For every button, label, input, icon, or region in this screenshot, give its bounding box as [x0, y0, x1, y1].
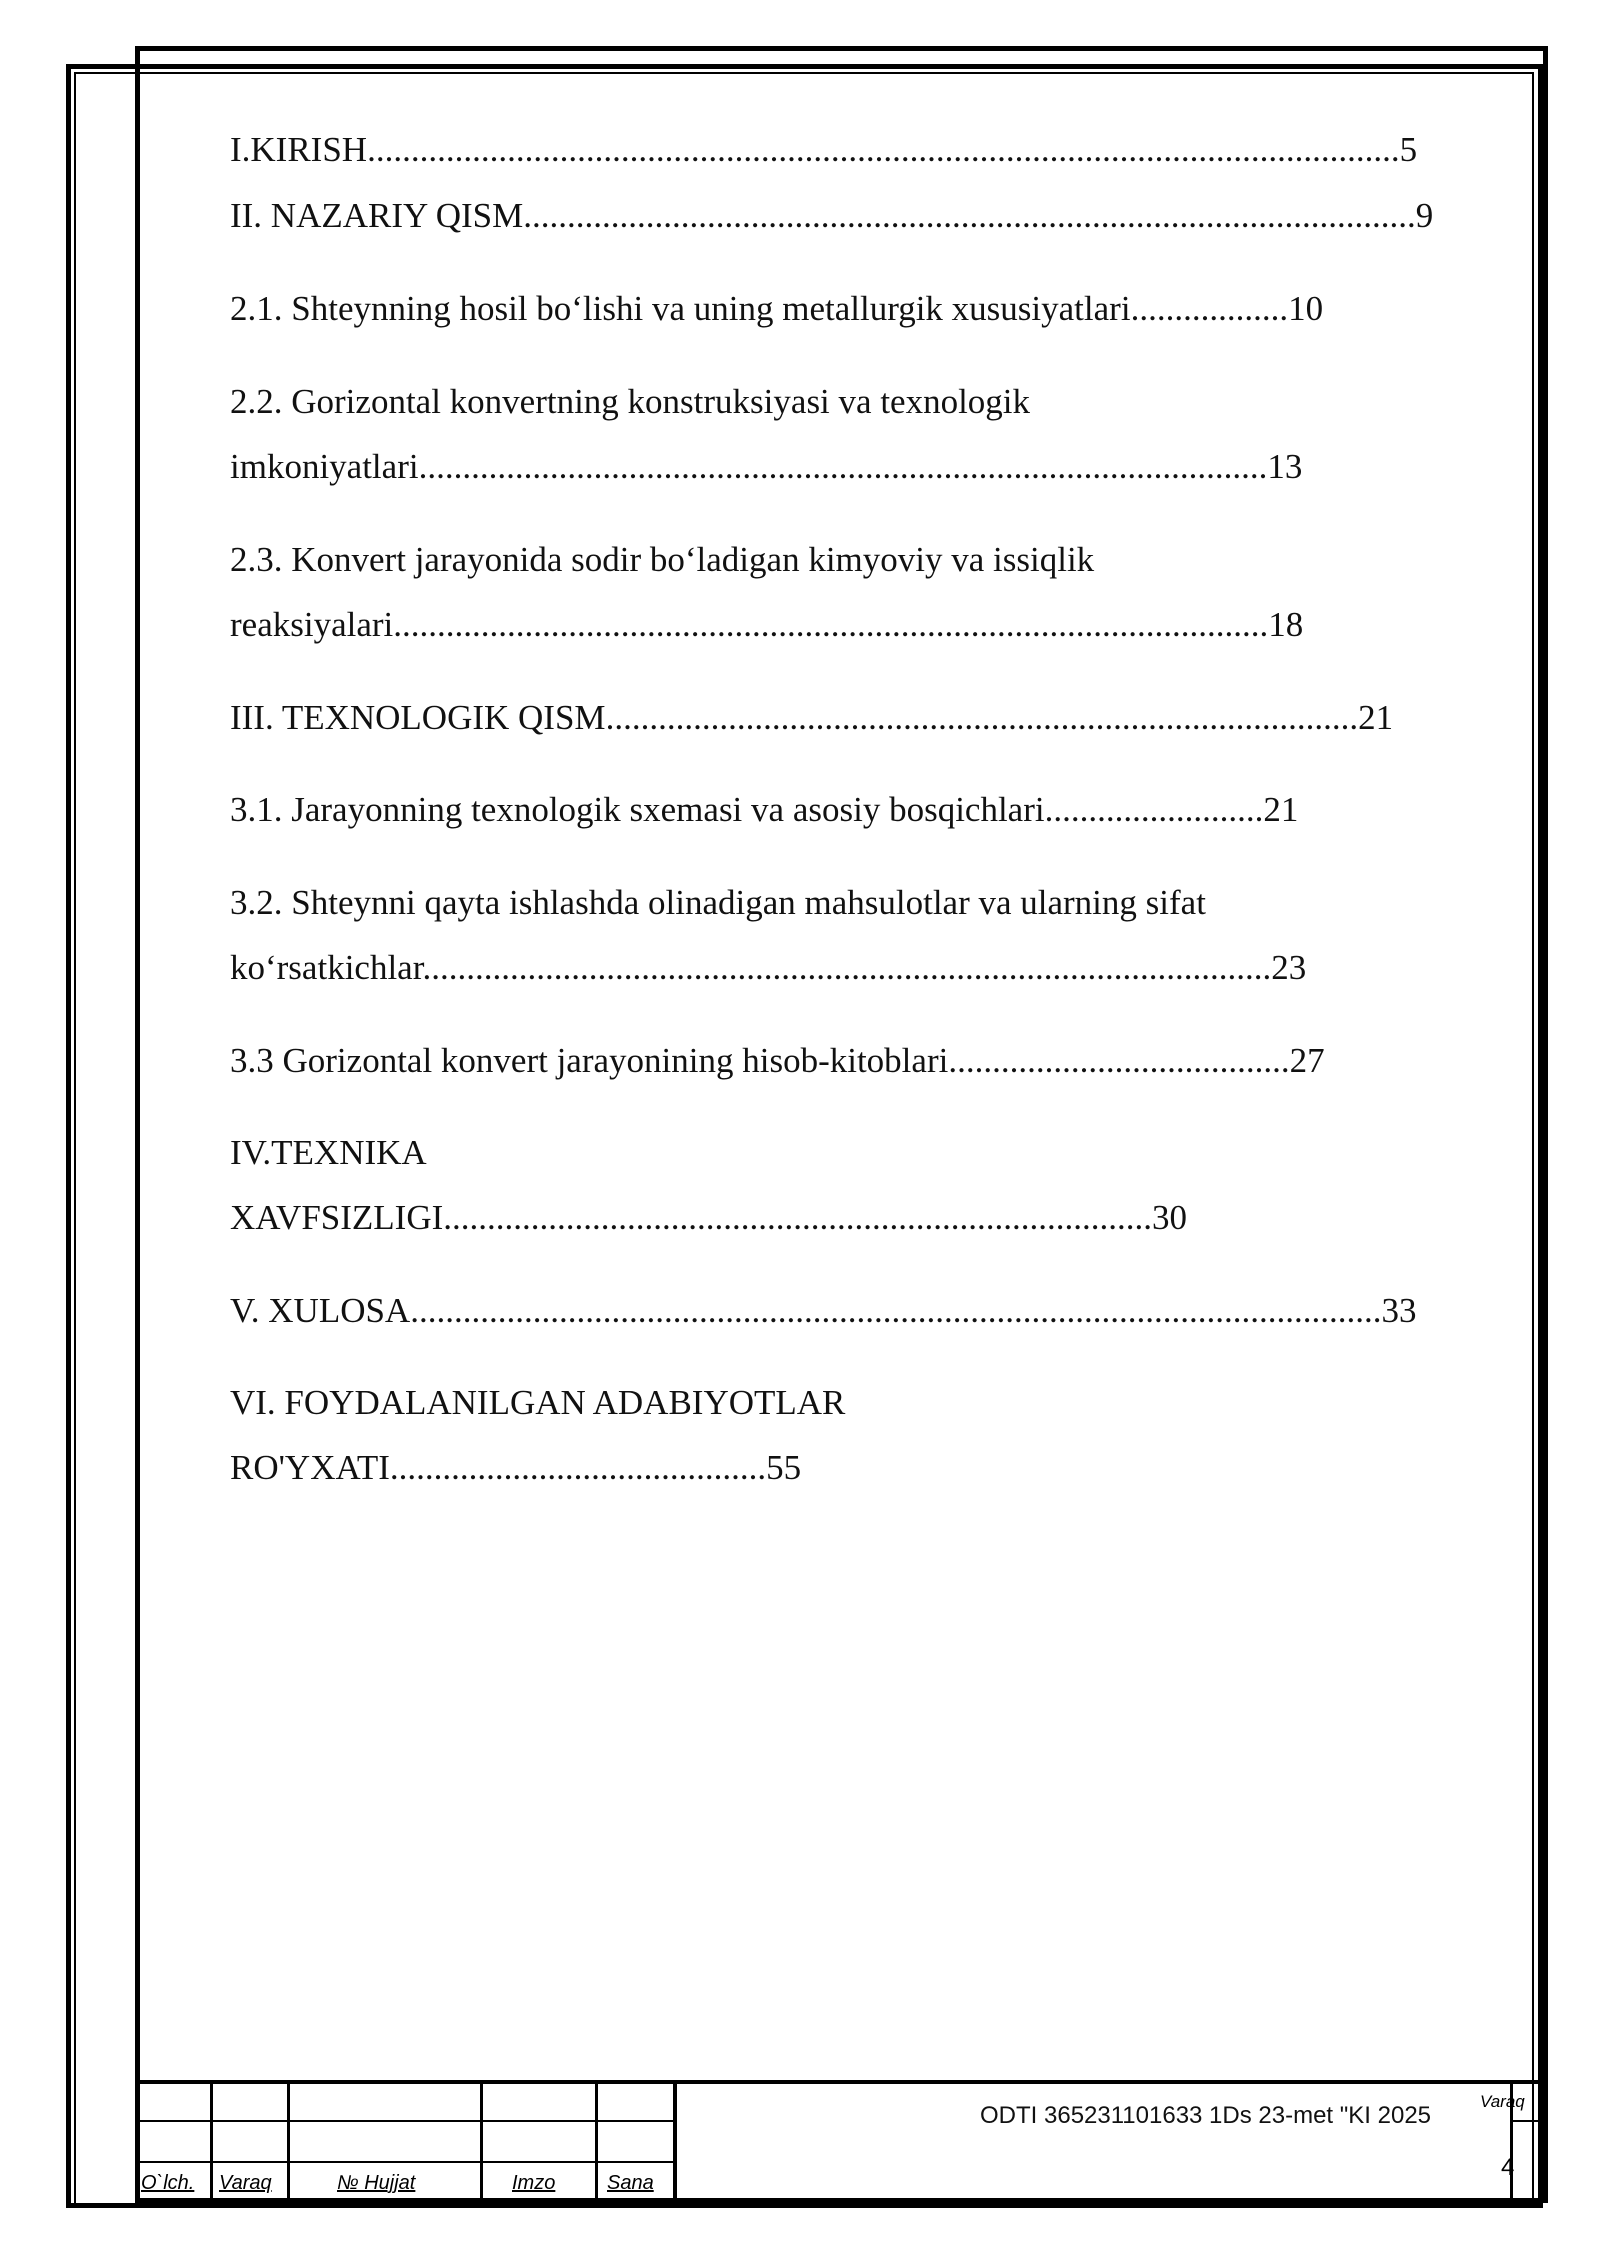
- toc-line: [230, 696, 1393, 740]
- toc-page: 5: [1399, 130, 1418, 169]
- toc-title: 2.3. Konvert jarayonida sodir bo‘ladigan kimyoviy va issiqlik: [230, 540, 1095, 579]
- stamp-sheet-line: [1510, 2120, 1548, 2122]
- toc-page: 33: [1381, 1291, 1417, 1330]
- toc-page: 18: [1268, 605, 1304, 644]
- toc-line: [230, 380, 1030, 424]
- toc-dots: ...........................................: [389, 1448, 767, 1487]
- toc-title: XAVFSIZLIGI: [230, 1198, 444, 1237]
- stamp-row-line: [135, 2120, 675, 2122]
- toc-line: [230, 1131, 427, 1175]
- stamp-col-line: [210, 2080, 213, 2203]
- toc-dots: ....................................................................................................: [393, 605, 1269, 644]
- toc-title: imkoniyatlari: [230, 447, 419, 486]
- stamp-col-line: [287, 2080, 290, 2203]
- stamp-label-hujjat: № Hujjat: [337, 2172, 416, 2194]
- toc-dots: ...............................................................................................................: [410, 1291, 1382, 1330]
- toc-title: IV.TEXNIKA: [230, 1133, 427, 1172]
- toc-line: [230, 194, 1433, 238]
- toc-line: [230, 1289, 1416, 1333]
- toc-line: [230, 603, 1303, 647]
- toc-line: [230, 1446, 801, 1490]
- document-code: ODTI 365231101633 1Ds 23-met "KI 2025: [980, 2102, 1432, 2129]
- toc-dots: .................................................................................................: [418, 447, 1268, 486]
- toc-title: I.KIRISH: [230, 130, 368, 169]
- toc-page: 30: [1152, 1198, 1187, 1237]
- toc-title: 3.1. Jarayonning texnologik sxemasi va asosiy bosqichlari: [230, 790, 1045, 829]
- toc-title: V. XULOSA: [230, 1291, 411, 1330]
- toc-title: 3.2. Shteynni qayta ishlashda olinadigan mahsulotlar va ularning sifat: [230, 883, 1206, 922]
- toc-page: 27: [1289, 1041, 1325, 1080]
- toc-line: [230, 788, 1298, 832]
- toc-title: 2.2. Gorizontal konvertning konstruksiyasi va texnologik: [230, 382, 1031, 421]
- stamp-col-line: [480, 2080, 483, 2203]
- toc-title: 3.3 Gorizontal konvert jarayonining hisob-kitoblari: [230, 1041, 949, 1080]
- toc-line: [230, 445, 1302, 489]
- stamp-col-line: [595, 2080, 598, 2203]
- toc-page: 23: [1271, 948, 1307, 987]
- toc-line: [230, 946, 1306, 990]
- toc-dots: ......................................................................................................................: [367, 130, 1400, 169]
- toc-line: [230, 1196, 1187, 1240]
- stamp-label-sana: Sana: [607, 2172, 654, 2194]
- stamp-row-line: [135, 2161, 675, 2163]
- toc-dots: .......................................: [948, 1041, 1290, 1080]
- toc-dots: ......................................................................................................: [523, 196, 1416, 235]
- toc-title: III. TEXNOLOGIK QISM: [230, 698, 606, 737]
- stamp-label-olch: O`lch.: [141, 2172, 195, 2194]
- toc-title: RO'YXATI: [230, 1448, 390, 1487]
- toc-dots: .................................................................................................: [422, 948, 1272, 987]
- toc-title: 2.1. Shteynning hosil bo‘lishi va uning metallurgik xususiyatlari: [230, 289, 1131, 328]
- stamp-label-varaq: Varaq: [219, 2172, 272, 2194]
- toc-page: 10: [1288, 289, 1324, 328]
- toc-title: II. NAZARIY QISM: [230, 196, 524, 235]
- toc-page: 21: [1358, 698, 1394, 737]
- toc-page: 21: [1263, 790, 1299, 829]
- toc-dots: ..................: [1130, 289, 1289, 328]
- toc-dots: .................................................................................: [443, 1198, 1152, 1237]
- stamp-top-line: [135, 2080, 1548, 2084]
- toc-dots: ......................................................................................: [605, 698, 1359, 737]
- toc-line: [230, 1381, 845, 1425]
- toc-line: [230, 1039, 1325, 1083]
- title-block-stamp: [135, 2080, 1548, 2203]
- sheet-number: 4: [1501, 2154, 1515, 2181]
- toc-dots: .........................: [1044, 790, 1264, 829]
- toc-line: [230, 128, 1417, 172]
- toc-line: [230, 287, 1323, 331]
- toc-line: [230, 538, 1094, 582]
- stamp-col-line: [673, 2080, 677, 2203]
- toc-title: reaksiyalari: [230, 605, 394, 644]
- toc-page: 9: [1415, 196, 1434, 235]
- toc-title: ko‘rsatkichlar: [230, 948, 423, 987]
- stamp-label-imzo: Imzo: [512, 2172, 556, 2194]
- toc-page: 13: [1267, 447, 1303, 486]
- sheet-label: Varaq: [1480, 2092, 1525, 2111]
- toc-line: [230, 881, 1206, 925]
- toc-title: VI. FOYDALANILGAN ADABIYOTLAR: [230, 1383, 846, 1422]
- toc-page: 55: [766, 1448, 802, 1487]
